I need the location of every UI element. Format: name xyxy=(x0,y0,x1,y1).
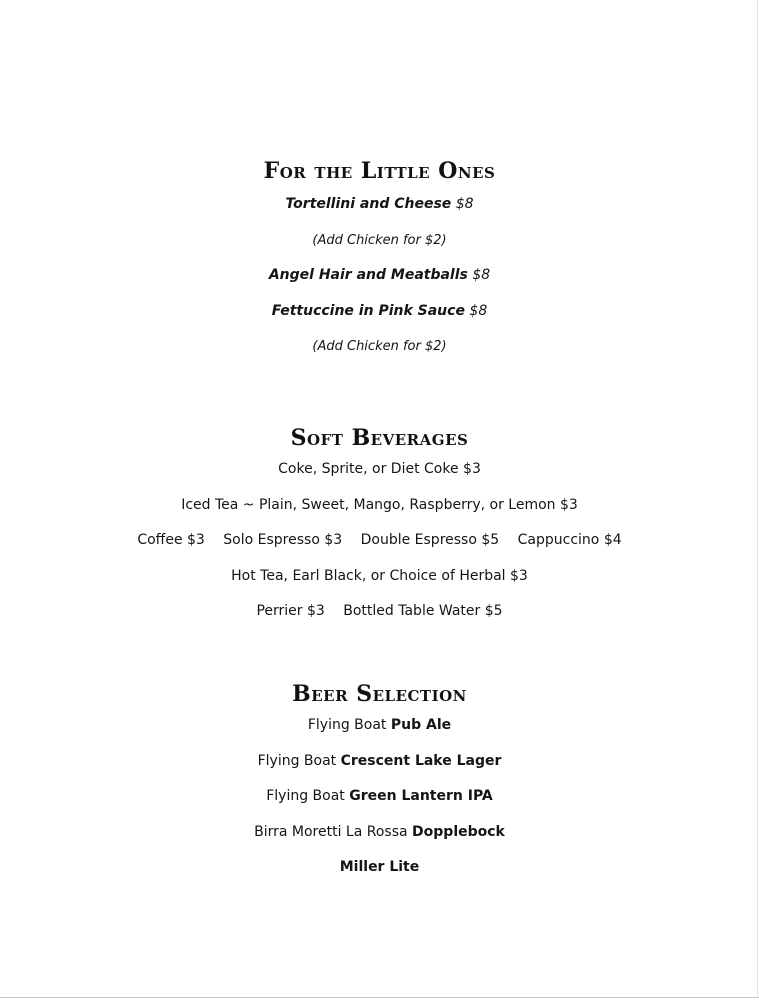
item-name: Tortellini and Cheese xyxy=(285,196,452,212)
kids-heading: For the Little Ones xyxy=(263,158,496,184)
kids-note-chicken: (Add Chicken for $2) xyxy=(312,339,447,354)
beverage-line-soda: Coke, Sprite, or Diet Coke $3 xyxy=(278,461,481,477)
beer-heading: Beer Selection xyxy=(292,681,467,707)
beverage-line-water xyxy=(0,594,759,630)
beer-name: Dopplebock xyxy=(412,823,505,840)
perrier-item: Perrier $3 xyxy=(256,603,325,619)
beer-name: Green Lantern IPA xyxy=(349,788,493,804)
beer-name: Miller Lite xyxy=(339,859,420,875)
page-edge-bottom xyxy=(0,997,759,998)
beer-brand: Flying Boat xyxy=(266,788,350,804)
beer-item xyxy=(0,779,759,815)
page-edge-right xyxy=(757,0,758,998)
item-price: $8 xyxy=(455,196,474,212)
double-espresso-item: Double Espresso $5 xyxy=(360,532,500,548)
beverages-heading: Soft Beverages xyxy=(290,425,469,451)
kids-item-tortellini xyxy=(0,187,759,223)
kids-item-fettuccine xyxy=(0,294,759,330)
item-name: Fettuccine in Pink Sauce xyxy=(271,302,465,319)
espresso-item: Solo Espresso $3 xyxy=(223,532,343,548)
beer-item xyxy=(0,850,759,886)
beer-name: Pub Ale xyxy=(390,717,452,733)
cappuccino-item: Cappuccino $4 xyxy=(517,532,622,548)
item-name: Angel Hair and Meatballs xyxy=(268,267,468,283)
beverages-section xyxy=(0,424,759,630)
kids-section xyxy=(0,157,759,365)
kids-item-angel-hair xyxy=(0,258,759,294)
beverage-line-coffee xyxy=(0,523,759,559)
beer-brand: Birra Moretti La Rossa xyxy=(254,823,413,840)
kids-note-chicken: (Add Chicken for $2) xyxy=(312,232,447,248)
coffee-item: Coffee $3 xyxy=(137,532,205,548)
beer-item xyxy=(0,744,759,780)
beverage-line-iced-tea: Iced Tea ~ Plain, Sweet, Mango, Raspberry, or Lemon $3 xyxy=(181,496,578,513)
beer-brand: Flying Boat xyxy=(307,717,391,733)
item-price: $8 xyxy=(472,267,491,283)
table-water-item: Bottled Table Water $5 xyxy=(343,603,503,619)
beer-item xyxy=(0,708,759,744)
beverage-line-hot-tea: Hot Tea, Earl Black, or Choice of Herbal $3 xyxy=(231,567,528,584)
item-price: $8 xyxy=(469,302,488,319)
beer-name: Crescent Lake Lager xyxy=(340,752,502,769)
beer-item xyxy=(0,815,759,851)
beer-section xyxy=(0,680,759,886)
beer-brand: Flying Boat xyxy=(257,752,341,769)
